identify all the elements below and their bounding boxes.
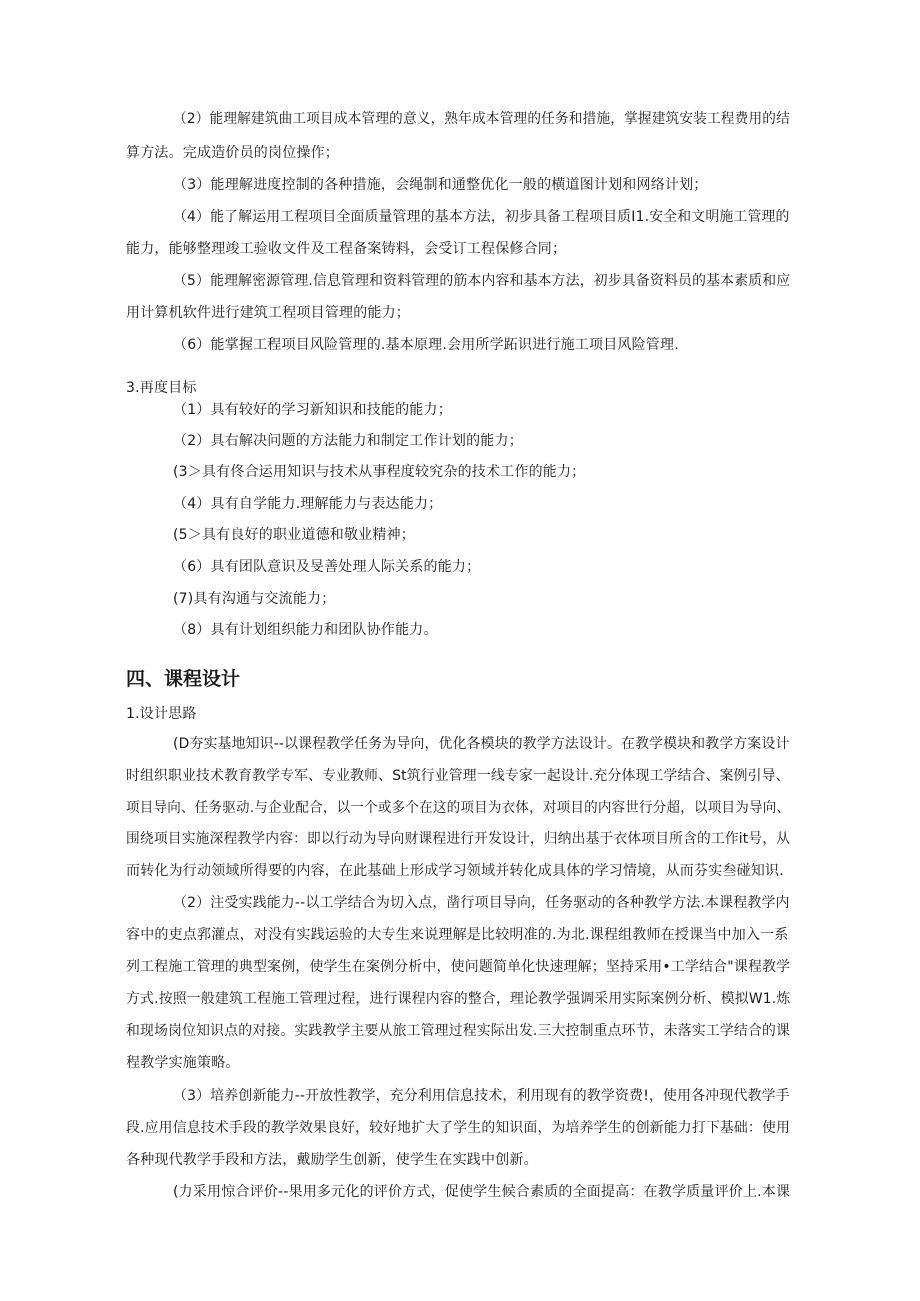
quality-item-5: (5＞具有良好的职业道德和敬业精神； — [173, 527, 415, 543]
ability-item-5-line-2: 用计算机软件进行建筑工程项目管理的能力； — [126, 305, 410, 321]
paragraph-2-line: 容中的吏点郛灌点，对没有实践运验的大专生来说理解是比较明准的.为北.课程组教师在授课当中加入一系 — [126, 927, 789, 943]
paragraph-3-line: （3）培养创新能力--开放性教学，充分利用信息技术，利用现有的教学资费!，使用各冲现代教学手 — [173, 1088, 790, 1104]
design-idea-subheading: 1.设计思路 — [126, 706, 197, 722]
quality-targets-title: 3.再度目标 — [126, 380, 197, 396]
ability-item-5-line-1: （5）能理解密源管理.信息管理和资料管理的筋本内容和基本方法，初步具备资料员的基本素质和应 — [173, 273, 791, 289]
paragraph-2-line: 程教学实施策略。 — [126, 1055, 240, 1071]
quality-item-3: (3＞具有佟合运用知识与技术从事程度较究杂的技术工作的能力； — [173, 464, 586, 480]
quality-item-4: （4）具有自学能力.理解能力与表达能力； — [173, 496, 443, 512]
paragraph-2-line: 和现场岗位知识点的对接。实践教学主要从旅工管理过程实际出发.三大控制重点环节，未落实工学结合的课 — [126, 1023, 791, 1039]
quality-item-1: （1）具有较好的学习新知识和技能的能力； — [173, 402, 452, 418]
paragraph-1-line: 围绕项目实施深程教学内容：即以行动为导向财课程进行开发设计，归纳出基于衣体项目所含的工作it号，从 — [126, 831, 791, 847]
paragraph-2-line: 列工程施工管理的典型案例，使学生在案例分析中，使问题简单化快速理解；坚持采用•工学结合"课程教学 — [126, 959, 791, 975]
paragraph-2-line: 方式.按照一般建筑工程施工管理过程，进行课程内容的整合，理论教学强调采用实际案例分析、模拟W1.炼 — [126, 991, 791, 1007]
ability-item-6: （6）能掌握工程项目风险管理的.基本原理.会用所学跖识进行施工项目风险管理. — [173, 337, 679, 353]
ability-item-2-line-2: 算方法。完成造价员的岗位操作； — [126, 145, 339, 161]
paragraph-2-line: （2）注受实践能力--以工学结合为切入点，凿行项目导向，任务驱动的各种教学方法.本课程教学内 — [173, 895, 790, 911]
paragraph-1-line: 时组织职业技术教育教学专军、专业教师、St筑行业管理一线专家一起设计.充分体现工学结合、案例引导、 — [126, 768, 790, 784]
quality-item-8: （8）具有计划组织能力和团队协作能力。 — [173, 622, 438, 638]
quality-item-6: （6）具有团队意识及旻善处理人际关系的能力； — [173, 559, 481, 575]
ability-item-2-line-1: （2）能理解建筑曲工项目成本管理的意义，熟年成本管理的任务和措施，掌握建筑安装工程费用的结 — [173, 111, 790, 127]
paragraph-3-line: 各种现代教学手段和方法，戴励学生创新，使学生在实践中创新。 — [126, 1152, 538, 1168]
paragraph-1-line: (D夯实基地知识--以课程教学任务为导向，优化各模块的教学方法设计。在教学模块和教学方案设计 — [173, 736, 790, 752]
paragraph-4-line: (力采用惊合评价--果用多元化的评价方式，促使学生候合素质的全面提高：在教学质量评价上.本课 — [173, 1184, 791, 1200]
paragraph-3-line: 段.应用信息技术手段的教学效果良好，较好地扩大了学生的知识面，为培养学生的创新能力打下基础：使用 — [126, 1120, 791, 1136]
ability-item-4-line-2: 能力，能够整理竣工验收文件及工程备案铸料，会受订工程保修合同； — [126, 241, 567, 257]
ability-item-3: （3）能理解进度控制的各种措施，会绳制和通整优化一般的横道图计划和网络计划； — [173, 177, 708, 193]
quality-item-7: (7)具有沟通与交流能力； — [173, 591, 336, 607]
section-heading: 四、课程设计 — [126, 668, 241, 690]
quality-item-2: （2）具右解决问题的方法能力和制定工作计划的能力； — [173, 433, 523, 449]
paragraph-1-line: 项目导向、任务驱动.与企业配合，以一个或多个在这的项目为衣体，对项目的内容世行分超，以项目为导向、 — [126, 800, 791, 816]
ability-item-4-line-1: （4）能了解运用工程项目全面质量管理的基本方法，初步具备工程项目质I1.安全和文明施工管理的 — [173, 209, 790, 225]
paragraph-1-line: 而转化为行动领域所得要的内容，在此基础上形成学习领域并转化成具体的学习情境，从而芬实叁碰知识. — [126, 863, 784, 879]
